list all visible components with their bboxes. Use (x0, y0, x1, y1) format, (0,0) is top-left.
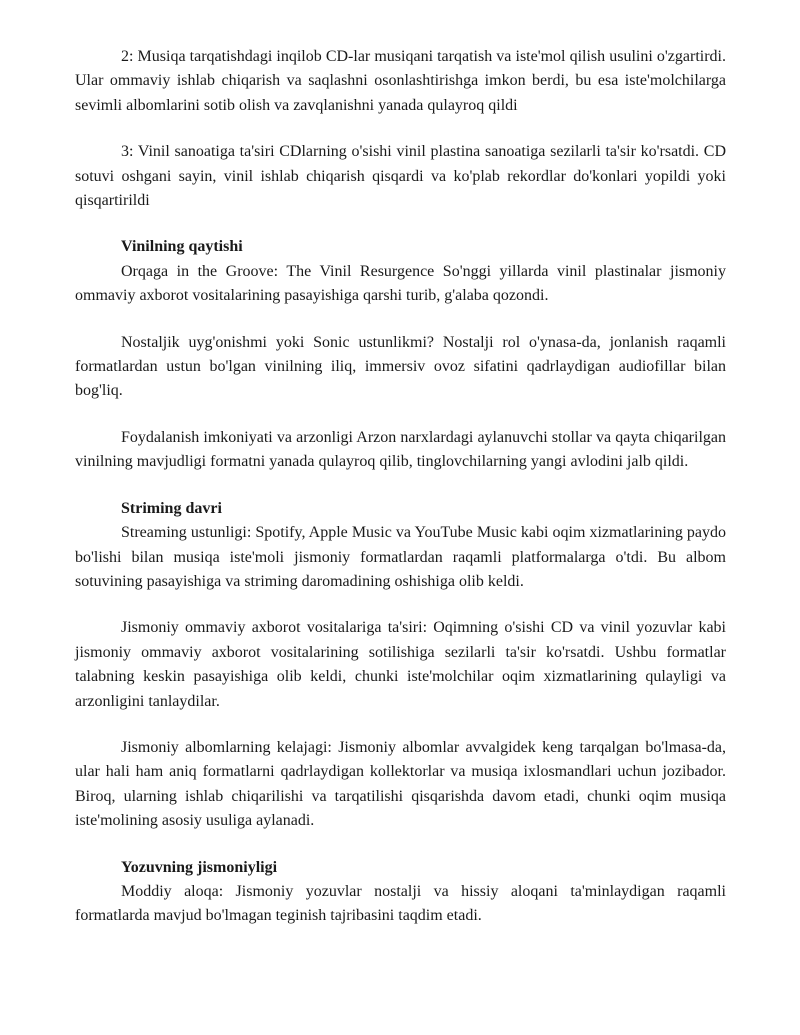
paragraph: Moddiy aloqa: Jismoniy yozuvlar nostalji va hissiy aloqani ta'minlaydigan raqamli formatlarda mavjud bo'lmagan teginish tajribasini taqdim etadi. (75, 882, 726, 925)
paragraph-cd-distribution: 2: Musiqa tarqatishdagi inqilob CD-lar musiqani tarqatish va iste'mol qilish usulini o'zgartirdi. Ular ommaviy ishlab chiqarish va saqlashni osonlashtirishga imkon berdi, bu esa iste'molchilarga sevimli albomlarini sotib olish va zavqlanishni yanada qulayroq qildi (75, 48, 726, 114)
paragraph: Nostaljik uyg'onishmi yoki Sonic ustunlikmi? Nostalji rol o'ynasa-da, jonlanish raqamli formatlardan ustun bo'lgan vinilning iliq, immersiv ovoz sifatini qadrlaydigan audiofillar bilan bog'liq. (75, 333, 726, 400)
paragraph: Jismoniy albomlarning kelajagi: Jismoniy albomlar avvalgidek keng tarqalgan bo'lmasa-da, ular hali ham aniq formatlarni qadrlaydigan kollektorlar va musiqa ixlosmandlari uchun jozibador. Biroq, ularning ishlab chiqarilishi va tarqatilishi qisqarishda davom etadi, chunki oqim musiqa iste'molining asosiy usuliga aylanadi. (75, 738, 726, 830)
paragraph: Jismoniy ommaviy axborot vositalariga ta'siri: Oqimning o'sishi CD va vinil yozuvlar kabi jismoniy ommaviy axborot vositalarining sotilishiga sezilarli ta'sir ko'rsatdi. Ushbu formatlar talabning keskin pasayishiga olib keldi, chunki iste'molchilar oqim xizmatlarining qulayligi va arzonligini tanlaydilar. (75, 619, 726, 710)
paragraph: Streaming ustunligi: Spotify, Apple Music va YouTube Music kabi oqim xizmatlarining paydo bo'lishi bilan musiqa iste'moli jismoniy formatlardan raqamli platformalarga o'tdi. Bu albom sotuvining pasayishiga va striming daromadining oshishiga olib keldi. (75, 524, 726, 590)
paragraph: Orqaga in the Groove: The Vinil Resurgence So'nggi yillarda vinil plastinalar jismoniy ommaviy axborot vositalarining pasayishiga qarshi turib, g'alaba qozondi. (75, 262, 726, 305)
paragraph: Foydalanish imkoniyati va arzonligi Arzon narxlardagi aylanuvchi stollar va qayta chiqarilgan vinilning mavjudligi formatni yanada qulayroq qilib, tinglovchilarning yangi avlodini jalb qildi. (75, 428, 726, 471)
section-heading: Yozuvning jismoniyligi (121, 858, 278, 876)
section-streaming-era (75, 497, 726, 834)
section-heading: Vinilning qaytishi (121, 238, 243, 256)
paragraph-vinyl-industry-impact: 3: Vinil sanoatiga ta'siri CDlarning o'sishi vinil plastina sanoatiga sezilarli ta'sir ko'rsatdi. CD sotuvi oshgani sayin, vinil ishlab chiqarish qisqardi va ko'plab rekordlar do'konlari yopildi yoki qisqartirildi (75, 143, 726, 210)
section-physicality-of-records (75, 856, 726, 929)
section-heading: Striming davri (121, 499, 222, 517)
section-vinyl-return (75, 235, 726, 474)
